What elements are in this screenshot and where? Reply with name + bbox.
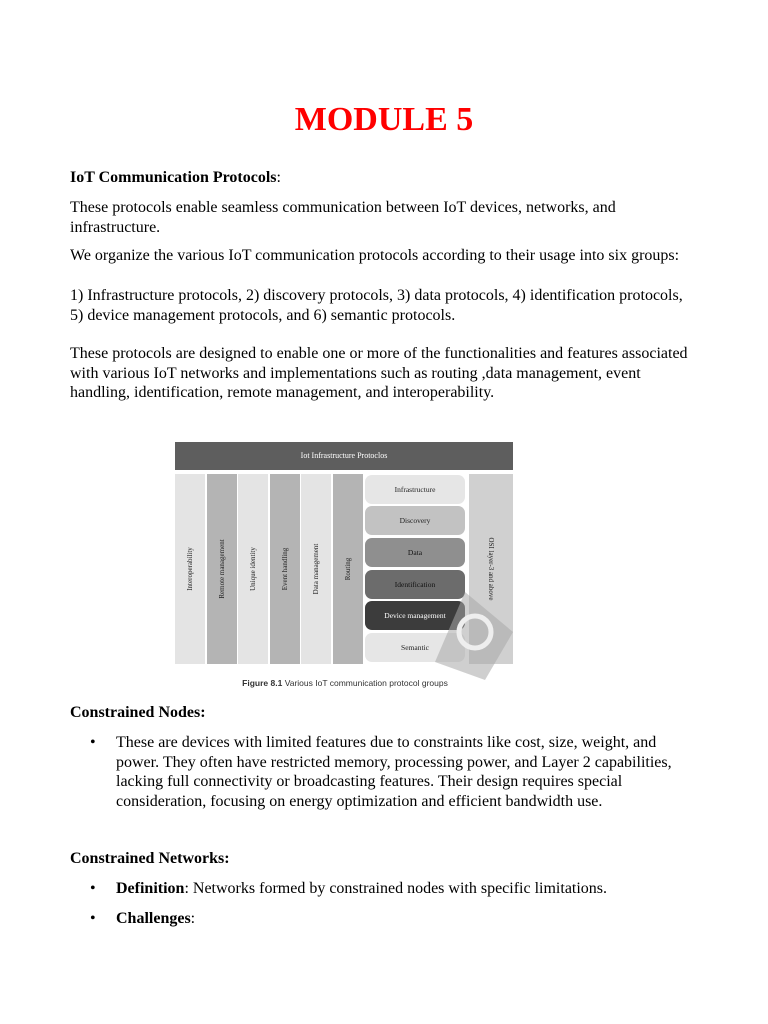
- column-label: Data management: [312, 543, 320, 595]
- osi-label: OSI layer-3 and above: [487, 537, 495, 601]
- caption-text: Various IoT communication protocol groups: [284, 678, 448, 688]
- figure-header: Iot Infrastructure Protoclos: [175, 442, 513, 470]
- page-title: MODULE 5: [294, 101, 474, 138]
- heading-text: Constrained Networks:: [70, 850, 230, 867]
- column-label: Event handling: [281, 547, 289, 591]
- layer-discovery: Discovery: [365, 506, 465, 535]
- column-label: Remote management: [218, 539, 226, 599]
- column-remote-management: [207, 474, 237, 664]
- column-label: Interoperability: [186, 547, 194, 591]
- caption-label: Figure 8.1: [242, 678, 283, 688]
- figure-caption: [175, 678, 515, 688]
- challenges-label: Challenges: [116, 909, 191, 927]
- column-event-handling: [270, 474, 300, 664]
- column-unique-identity: [238, 474, 268, 664]
- layer-infrastructure: Infrastructure: [365, 475, 465, 504]
- definition-text: : Networks formed by constrained nodes with specific limitations.: [184, 880, 608, 897]
- paragraph-group-list: 1) Infrastructure protocols, 2) discovery protocols, 3) data protocols, 4) identification protocols, 5) device management protocols, and 6) semantic protocols.: [70, 287, 683, 324]
- column-label: Routing: [344, 557, 352, 581]
- paragraph-intro: These protocols enable seamless communication between IoT devices, networks, and infrastructure.: [70, 199, 616, 236]
- layer-device-management: Device management: [365, 601, 465, 630]
- heading-colon: :: [276, 169, 281, 186]
- layer-semantic: Semantic: [365, 633, 465, 662]
- constrained-networks-list: [70, 879, 690, 928]
- section-heading-constrained-nodes: [70, 703, 690, 723]
- paragraph-groups: We organize the various IoT communication protocols according to their usage into six groups:: [70, 247, 680, 264]
- list-item: [70, 879, 690, 899]
- layer-data: Data: [365, 538, 465, 567]
- constrained-nodes-list: [70, 733, 690, 811]
- protocol-figure: [175, 442, 515, 694]
- list-item: [70, 909, 690, 929]
- heading-text: Constrained Nodes:: [70, 704, 206, 721]
- challenges-text: :: [190, 909, 196, 927]
- paragraph-functionalities: These protocols are designed to enable one or more of the functionalities and features associated with various IoT networks and implementations such as routing ,data management, event handling, identification, remote management, and interoperability.: [70, 345, 688, 402]
- column-label: Unique identity: [249, 547, 257, 591]
- section-heading-constrained-networks: [70, 849, 690, 869]
- list-item: • These are devices with limited features due to constraints like cost, size, weight, and power. They often have restricted memory, processing power, and Layer 2 capabilities, lacking full connectivity or broadcasting features. Their design requires special consideration, focusing on energy optimization and efficient bandwidth use.: [70, 733, 690, 811]
- watermark-graphic: [315, 572, 515, 682]
- definition-label: Definition: [116, 880, 185, 897]
- column-interoperability: [175, 474, 205, 664]
- layer-identification: Identification: [365, 570, 465, 599]
- heading-text: IoT Communication Protocols: [70, 169, 277, 186]
- section-heading-protocols: [70, 168, 690, 188]
